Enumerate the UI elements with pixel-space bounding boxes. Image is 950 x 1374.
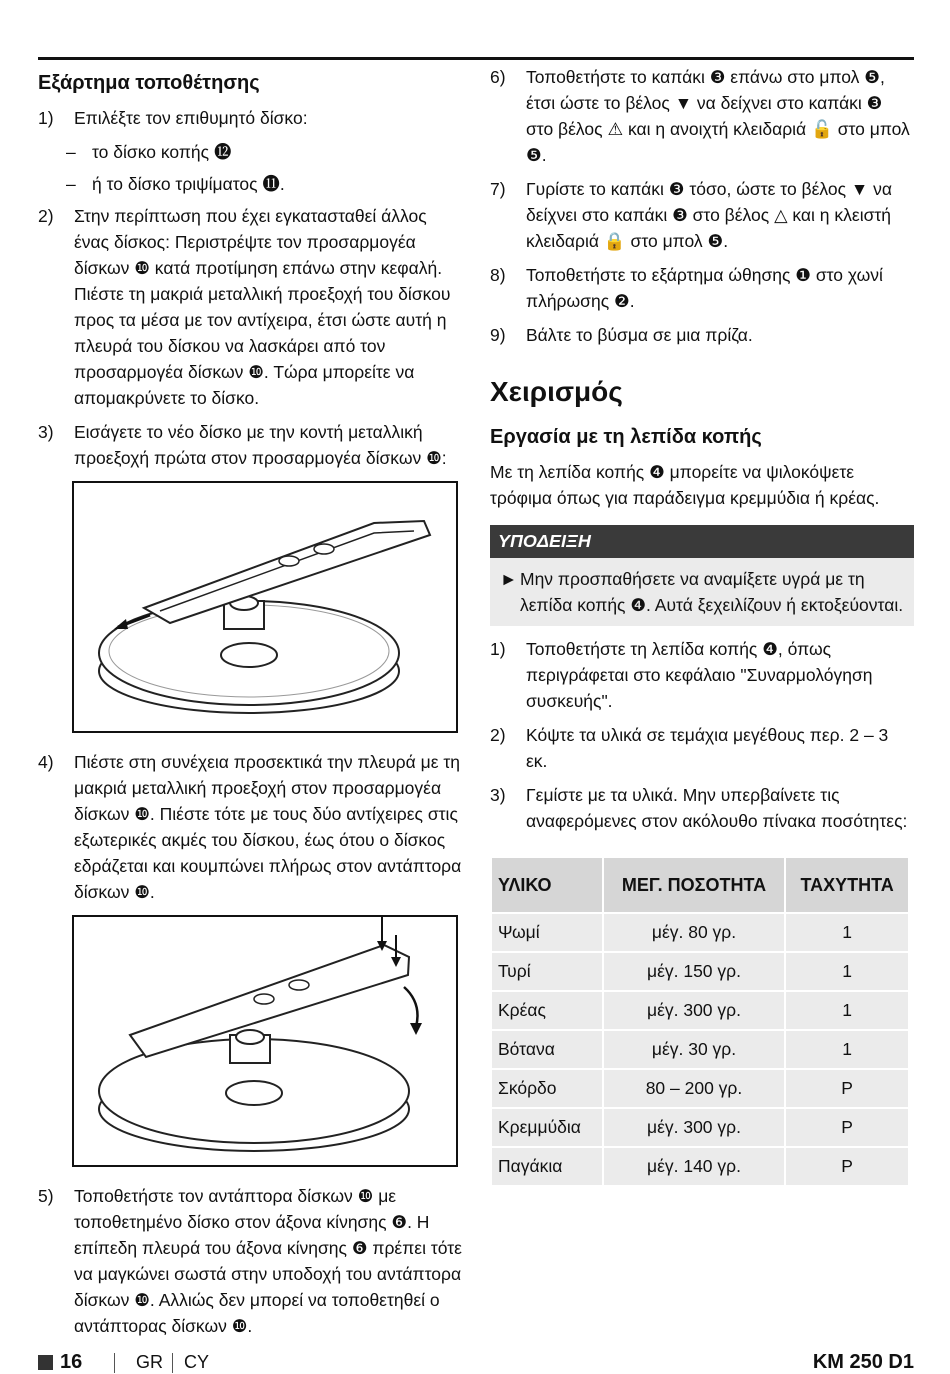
table-cell: μέγ. 300 γρ. <box>603 991 786 1030</box>
table-row <box>491 913 909 952</box>
disc-press-illustration <box>74 917 456 1171</box>
step-number: 5) <box>38 1186 54 1206</box>
footer-language: GR <box>136 1352 163 1372</box>
table-cell: μέγ. 150 γρ. <box>603 952 786 991</box>
step-number: 9) <box>490 325 506 345</box>
step-number: 2) <box>38 206 54 226</box>
table-header-row <box>491 857 909 913</box>
model-name: KM 250 D1 <box>812 1351 914 1373</box>
table-row <box>491 1030 909 1069</box>
step-9 <box>490 322 914 348</box>
sub-dash: – <box>66 142 76 162</box>
step-number: 3) <box>38 422 54 442</box>
table-cell: 1 <box>785 913 909 952</box>
step-5 <box>38 1183 462 1339</box>
table-cell: P <box>785 1069 909 1108</box>
table-cell: P <box>785 1108 909 1147</box>
sub-item <box>66 139 462 165</box>
table-cell: Παγάκια <box>491 1147 603 1186</box>
subsection-heading: Εργασία με τη λεπίδα κοπής <box>490 426 762 448</box>
step-number: 1) <box>490 639 506 659</box>
table-cell: 80 – 200 γρ. <box>603 1069 786 1108</box>
step-text: Στην περίπτωση που έχει εγκατασταθεί άλλος ένας δίσκος: Περιστρέψτε τον προσαρμογέα δίσκων ❿ κατά προτίμηση επάνω στην κεφαλή. Πιέστε τη μακριά μεταλλική προεξοχή του δίσκου προς τα μέσα με τον αντίχειρα, έτσι ώστε αυτή η πλευρά του δίσκου να λασκάρει από τον προσαρμογέα δίσκων ❿. Τώρα μπορείτε να απομακρύνετε το δίσκο. <box>74 206 451 408</box>
footer-square-icon <box>38 1355 53 1370</box>
section-heading: Εξάρτημα τοποθέτησης <box>38 72 260 94</box>
table-cell: μέγ. 80 γρ. <box>603 913 786 952</box>
note-box <box>490 558 914 626</box>
step-text: Εισάγετε το νέο δίσκο με την κοντή μεταλλική προεξοχή πρώτα στον προσαρμογέα δίσκων ❿: <box>74 422 447 468</box>
step-number: 8) <box>490 265 506 285</box>
step-number: 3) <box>490 785 506 805</box>
step-text: Γεμίστε με τα υλικά. Μην υπερβαίνετε τις αναφερόμενες στον ακόλουθο πίνακα ποσότητες: <box>526 785 908 831</box>
step-7 <box>490 176 914 254</box>
sub-text: το δίσκο κοπής ⓬ <box>92 142 232 162</box>
step-number: 6) <box>490 67 506 87</box>
table-cell: Κρέας <box>491 991 603 1030</box>
step-text: Τοποθετήστε το καπάκι ❸ επάνω στο μπολ ❺, έτσι ώστε το βέλος ▼ να δείχνει στο καπάκι ❸ στο βέλος ⚠ και η ανοιχτή κλειδαριά 🔓 στο μπολ ❺. <box>526 67 910 165</box>
table-cell: Σκόρδο <box>491 1069 603 1108</box>
page-number: 16 <box>60 1351 83 1373</box>
table-cell: Τυρί <box>491 952 603 991</box>
table-cell: 1 <box>785 952 909 991</box>
step-text: Τοποθετήστε το εξάρτημα ώθησης ❶ στο χωνί πλήρωσης ❷. <box>526 265 883 311</box>
table-cell: μέγ. 300 γρ. <box>603 1108 786 1147</box>
quantity-table <box>490 856 910 1187</box>
column-header: ΜΕΓ. ΠΟΣΟΤΗΤΑ <box>603 857 786 913</box>
step-number: 1) <box>38 108 54 128</box>
step-3 <box>38 419 462 471</box>
table-row <box>491 952 909 991</box>
chapter-title: Χειρισμός <box>490 376 623 407</box>
top-rule <box>38 57 914 60</box>
step-b1 <box>490 636 914 714</box>
table-cell: Βότανα <box>491 1030 603 1069</box>
figure-insert-disc <box>72 481 458 733</box>
sub-dash: – <box>66 174 76 194</box>
step-text: Επιλέξτε τον επιθυμητό δίσκο: <box>74 108 308 128</box>
note-text: Μην προσπαθήσετε να αναμίξετε υγρά με τη λεπίδα κοπής ❹. Αυτά ξεχειλίζουν ή εκτοξεύονται. <box>520 569 904 615</box>
table-cell: μέγ. 30 γρ. <box>603 1030 786 1069</box>
step-2 <box>38 203 462 411</box>
step-b2 <box>490 722 914 774</box>
step-6 <box>490 64 914 168</box>
step-8 <box>490 262 914 314</box>
column-header: ΥΛΙΚΟ <box>491 857 603 913</box>
step-number: 4) <box>38 752 54 772</box>
right-column <box>490 64 914 1187</box>
footer-divider <box>114 1353 115 1373</box>
sub-item <box>66 171 462 197</box>
step-text: Κόψτε τα υλικά σε τεμάχια μεγέθους περ. 2 – 3 εκ. <box>526 725 889 771</box>
table-cell: Ψωμί <box>491 913 603 952</box>
table-row <box>491 991 909 1030</box>
step-number: 7) <box>490 179 506 199</box>
footer-language: CY <box>184 1352 210 1372</box>
sub-text: ή το δίσκο τριψίματος ⓫. <box>92 174 285 194</box>
table-cell: 1 <box>785 1030 909 1069</box>
step-4 <box>38 749 462 905</box>
step-1 <box>38 105 462 131</box>
column-header: ΤΑΧΥΤΗΤΑ <box>785 857 909 913</box>
step-text: Τοποθετήστε τον αντάπτορα δίσκων ❿ με τοποθετημένο δίσκο στον άξονα κίνησης ❻. Η επίπεδη πλευρά του άξονα κίνησης ❻ πρέπει τότε να μαγκώνει σωστά στην υποδοχή του αντάπτορα δίσκων ❿. Αλλιώς δεν μπορεί να τοποθετηθεί ο αντάπτορας δίσκων ❿. <box>74 1186 462 1336</box>
step-text: Πιέστε στη συνέχεια προσεκτικά την πλευρά με τη μακριά μεταλλική προεξοχή στον προσαρμογέα δίσκων ❿. Πιέστε τότε με τους δύο αντίχειρες στις εξωτερικές ακμές του δίσκου, έως ότου ο δίσκος εδράζεται και κουμπώνει πλήρως στον αντάπτορα δίσκων ❿. <box>74 752 462 902</box>
table-row <box>491 1108 909 1147</box>
step-number: 2) <box>490 725 506 745</box>
step-text: Βάλτε το βύσμα σε μια πρίζα. <box>526 325 753 345</box>
note-title: ΥΠΟΔΕΙΞΗ <box>490 525 914 558</box>
figure-press-disc <box>72 915 458 1167</box>
table-row <box>491 1069 909 1108</box>
table-cell: 1 <box>785 991 909 1030</box>
table-cell: μέγ. 140 γρ. <box>603 1147 786 1186</box>
table-cell: Κρεμμύδια <box>491 1108 603 1147</box>
table-cell: P <box>785 1147 909 1186</box>
step-text: Τοποθετήστε τη λεπίδα κοπής ❹, όπως περιγράφεται στο κεφάλαιο "Συναρμολόγηση συσκευής". <box>526 639 873 711</box>
intro-paragraph: Με τη λεπίδα κοπής ❹ μπορείτε να ψιλοκόψετε τρόφιμα όπως για παράδειγμα κρεμμύδια ή κρέας. <box>490 462 880 508</box>
disc-insert-illustration <box>74 483 456 731</box>
left-column <box>38 64 462 1347</box>
table-row <box>491 1147 909 1186</box>
step-b3 <box>490 782 914 834</box>
bullet-arrow-icon: ► <box>500 569 518 589</box>
step-text: Γυρίστε το καπάκι ❸ τόσο, ώστε το βέλος ▼ να δείχνει στο καπάκι ❸ στο βέλος △ και η κλειστή κλειδαριά 🔒 στο μπολ ❺. <box>526 179 892 251</box>
footer-divider <box>172 1353 173 1373</box>
